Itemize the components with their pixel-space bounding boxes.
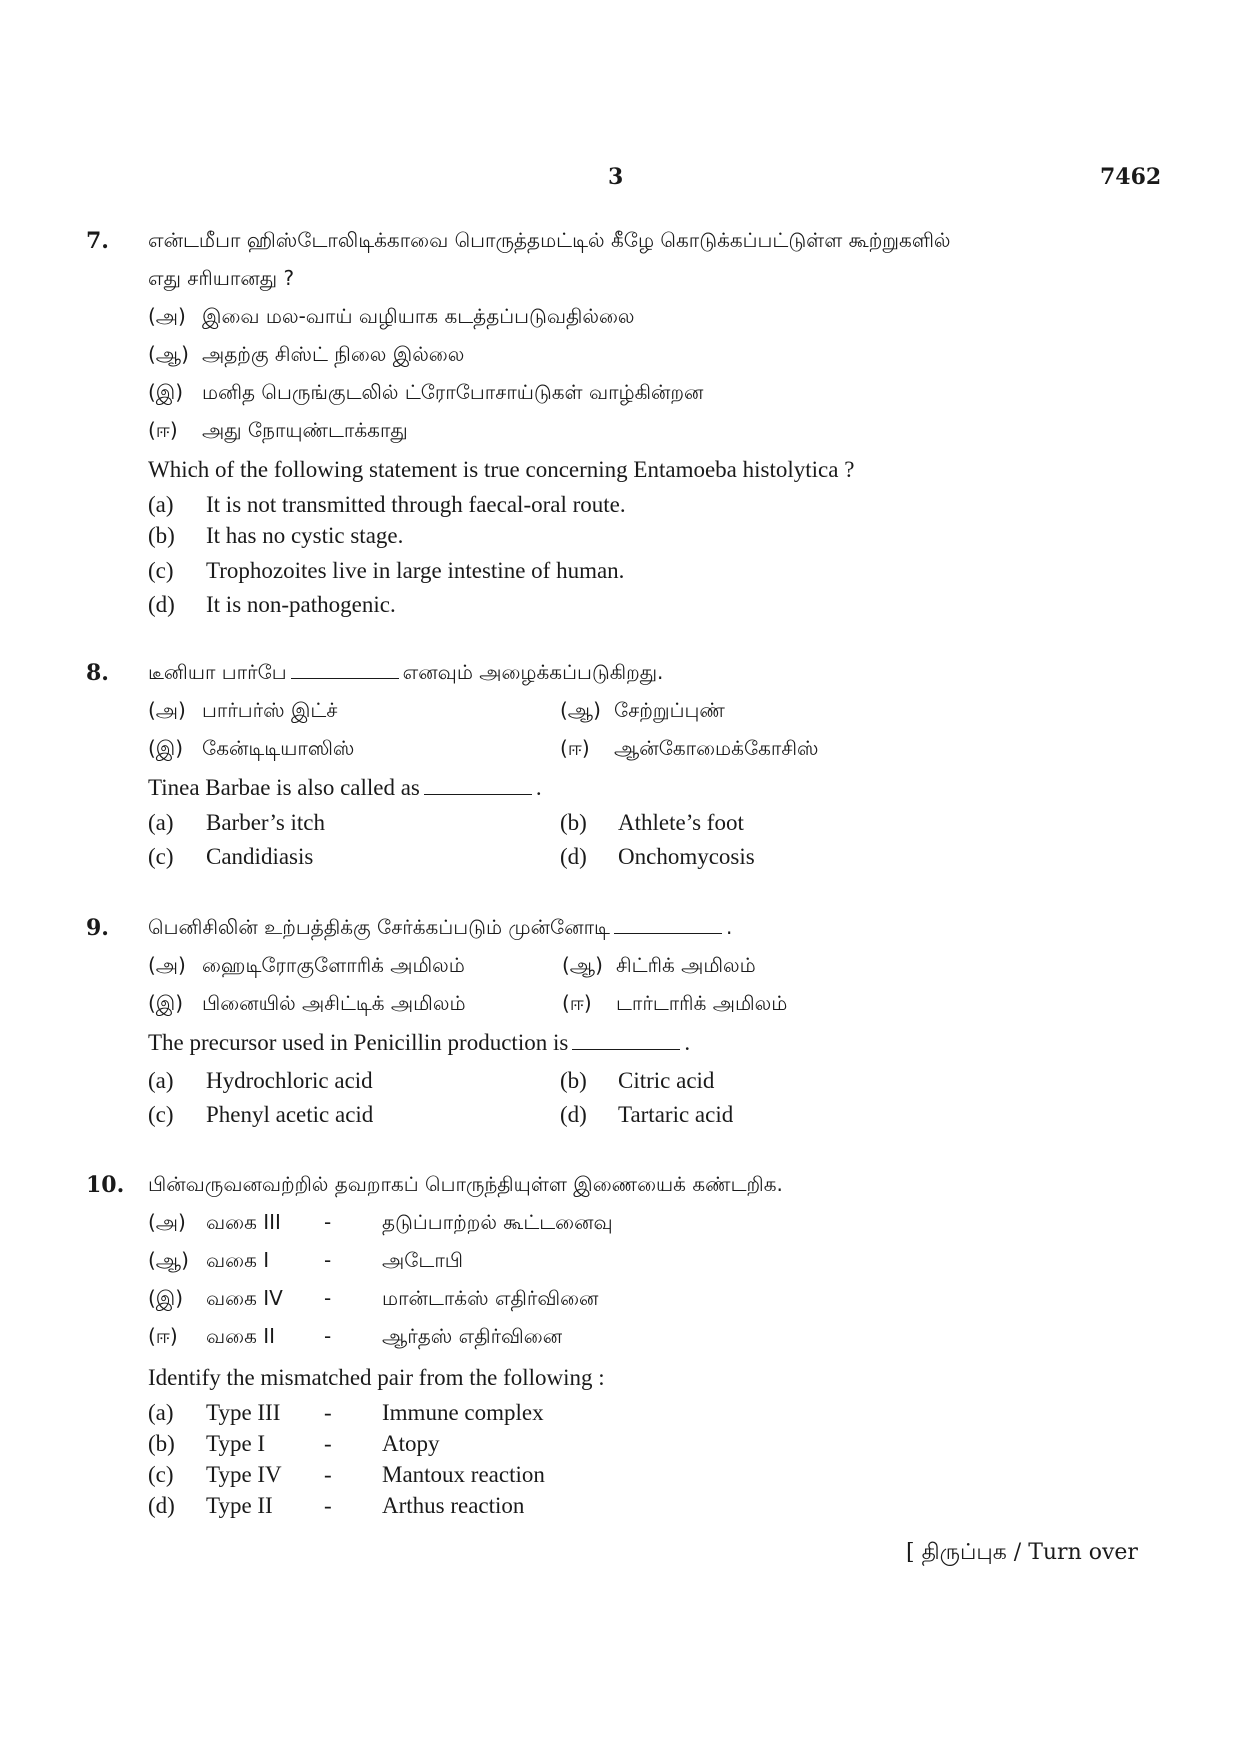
english-pair: (a) Type III - Immune complex: [148, 1400, 544, 1425]
english-pair: (d) Type II - Arthus reaction: [148, 1493, 525, 1518]
question-number: 10.: [86, 1172, 125, 1198]
english-option: (b) Citric acid: [560, 1068, 715, 1093]
tamil-option: (இ) கேன்டிடியாஸிஸ்: [148, 736, 355, 760]
tamil-option: (ஆ) சிட்ரிக் அமிலம்: [562, 953, 756, 977]
english-pair: (b) Type I - Atopy: [148, 1431, 440, 1456]
tamil-stem: டீனியா பார்பே எனவும் அழைக்கப்படுகிறது.: [148, 660, 664, 684]
tamil-stem: பின்வருவனவற்றில் தவறாகப் பொருந்தியுள்ள இணையைக் கண்டறிக.: [148, 1172, 783, 1196]
tamil-option: (ஆ) சேற்றுப்புண்: [560, 698, 725, 722]
english-option: (b) Athlete’s foot: [560, 810, 744, 835]
tamil-pair: (இ) வகை IV - மான்டாக்ஸ் எதிர்வினை: [148, 1286, 599, 1310]
tamil-option: (ஈ) அது நோயுண்டாக்காது: [148, 418, 408, 442]
answer-blank: [424, 776, 532, 795]
english-option: (c) Phenyl acetic acid: [148, 1102, 374, 1127]
tamil-stem-line-1: என்டமீபா ஹிஸ்டோலிடிக்காவை பொருத்தமட்டில் கீழே கொடுக்கப்பட்டுள்ள கூற்றுகளில்: [148, 228, 951, 252]
english-pair: (c) Type IV - Mantoux reaction: [148, 1462, 545, 1487]
tamil-stem: பெனிசிலின் உற்பத்திக்கு சேர்க்கப்படும் முன்னோடி .: [148, 915, 733, 939]
english-option: (d) Tartaric acid: [560, 1102, 734, 1127]
page-number: 3: [608, 164, 624, 190]
english-stem: Identify the mismatched pair from the following :: [148, 1365, 605, 1390]
tamil-option: (ஈ) ஆன்கோமைக்கோசிஸ்: [560, 736, 819, 760]
tamil-option: (ஈ) டார்டாரிக் அமிலம்: [562, 991, 788, 1015]
tamil-option: (அ) இவை மல-வாய் வழியாக கடத்தப்படுவதில்லை: [148, 304, 635, 328]
tamil-option: (ஆ) அதற்கு சிஸ்ட் நிலை இல்லை: [148, 342, 465, 366]
tamil-stem-line-2: எது சரியானது ?: [148, 266, 295, 290]
english-option: (a) Barber’s itch: [148, 810, 326, 835]
english-stem: Tinea Barbae is also called as .: [148, 775, 542, 800]
english-option: (a) Hydrochloric acid: [148, 1068, 373, 1093]
tamil-option: (இ) பினையில் அசிட்டிக் அமிலம்: [148, 991, 466, 1015]
english-option: (b) It has no cystic stage.: [148, 523, 404, 548]
english-option: (c) Candidiasis: [148, 844, 314, 869]
turn-over-note: [ திருப்புக / Turn over: [906, 1540, 1138, 1565]
question-number: 8.: [86, 660, 109, 686]
tamil-pair: (ஈ) வகை II - ஆர்தஸ் எதிர்வினை: [148, 1324, 563, 1348]
tamil-option: (அ) பார்பர்ஸ் இட்ச்: [148, 698, 338, 722]
english-stem: Which of the following statement is true concerning Entamoeba histolytica ?: [148, 457, 855, 482]
tamil-pair: (ஆ) வகை I - அடோபி: [148, 1248, 464, 1272]
question-number: 7.: [86, 228, 109, 254]
answer-blank: [291, 660, 399, 679]
answer-blank: [614, 915, 722, 934]
answer-blank: [572, 1031, 680, 1050]
english-option: (d) It is non-pathogenic.: [148, 592, 396, 617]
tamil-option: (அ) ஹைடிரோகுளோரிக் அமிலம்: [148, 953, 465, 977]
question-number: 9.: [86, 915, 109, 941]
paper-code: 7462: [1100, 164, 1162, 190]
tamil-pair: (அ) வகை III - தடுப்பாற்றல் கூட்டனைவு: [148, 1210, 613, 1234]
english-option: (a) It is not transmitted through faecal-oral route.: [148, 492, 626, 517]
english-stem: The precursor used in Penicillin production is .: [148, 1030, 691, 1055]
tamil-option: (இ) மனித பெருங்குடலில் ட்ரோபோசாய்டுகள் வாழ்கின்றன: [148, 380, 704, 404]
english-option: (c) Trophozoites live in large intestine of human.: [148, 558, 625, 583]
english-option: (d) Onchomycosis: [560, 844, 755, 869]
